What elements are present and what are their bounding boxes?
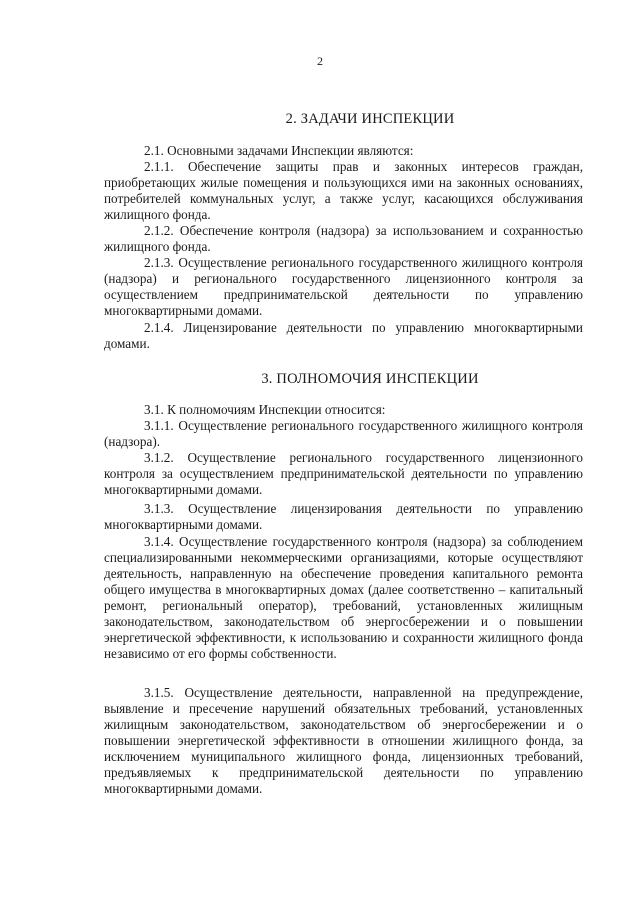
paragraph-2-1-3: 2.1.3. Осуществление регионального государственного жилищного контроля (надзора) и регионального государственного лицензионного контроля за осуществлением предпринимательской деятельности по управлению многоквартирными домами. [104, 255, 583, 318]
paragraph-2-1-4: 2.1.4. Лицензирование деятельности по управлению многоквартирными домами. [104, 320, 583, 351]
paragraph-3-1-3: 3.1.3. Осуществление лицензирования деятельности по управлению многоквартирными домами. [104, 501, 583, 532]
section-3-heading: 3. ПОЛНОМОЧИЯ ИНСПЕКЦИИ [261, 371, 479, 387]
paragraph-3-1-1: 3.1.1. Осуществление регионального государственного жилищного контроля (надзора). [104, 418, 583, 449]
paragraph-3-1-4: 3.1.4. Осуществление государственного контроля (надзора) за соблюдением специализированными некоммерческими организациями, которые осуществляют деятельность, направленную на обеспечение проведения капитального ремонта общего имущества в многоквартирных домах (далее соответственно – капитальный ремонт, региональный оператор), требований, установленных жилищным законодательством, законодательством об энергосбережении и о повышении энергетической эффективности, к использованию и сохранности жилищного фонда независимо от его формы собственности. [104, 534, 583, 661]
paragraph-2-1-2: 2.1.2. Обеспечение контроля (надзора) за использованием и сохранностью жилищного фонда. [104, 223, 583, 254]
page-number: 2 [317, 54, 323, 68]
paragraph-2-1: 2.1. Основными задачами Инспекции являются: [144, 143, 414, 158]
paragraph-2-1-1: 2.1.1. Обеспечение защиты прав и законных интересов граждан, приобретающих жилые помещения и пользующихся ими на законных основаниях, потребителей коммунальных услуг, а также услуг, касающихся обслуживания жилищного фонда. [104, 159, 583, 222]
paragraph-3-1-2: 3.1.2. Осуществление регионального государственного лицензионного контроля за осуществлением предпринимательской деятельности по управлению многоквартирными домами. [104, 450, 583, 497]
paragraph-3-1-5: 3.1.5. Осуществление деятельности, направленной на предупреждение, выявление и пресечение нарушений обязательных требований, установленных жилищным законодательством, законодательством об энергосбережении и о повышении энергетической эффективности в отношении жилищного фонда, за исключением муниципального жилищного фонда, лицензионных требований, предъявляемых к предпринимательской деятельности по управлению многоквартирными домами. [104, 685, 583, 796]
paragraph-3-1: 3.1. К полномочиям Инспекции относится: [144, 402, 386, 417]
section-2-heading: 2. ЗАДАЧИ ИНСПЕКЦИИ [285, 111, 455, 127]
